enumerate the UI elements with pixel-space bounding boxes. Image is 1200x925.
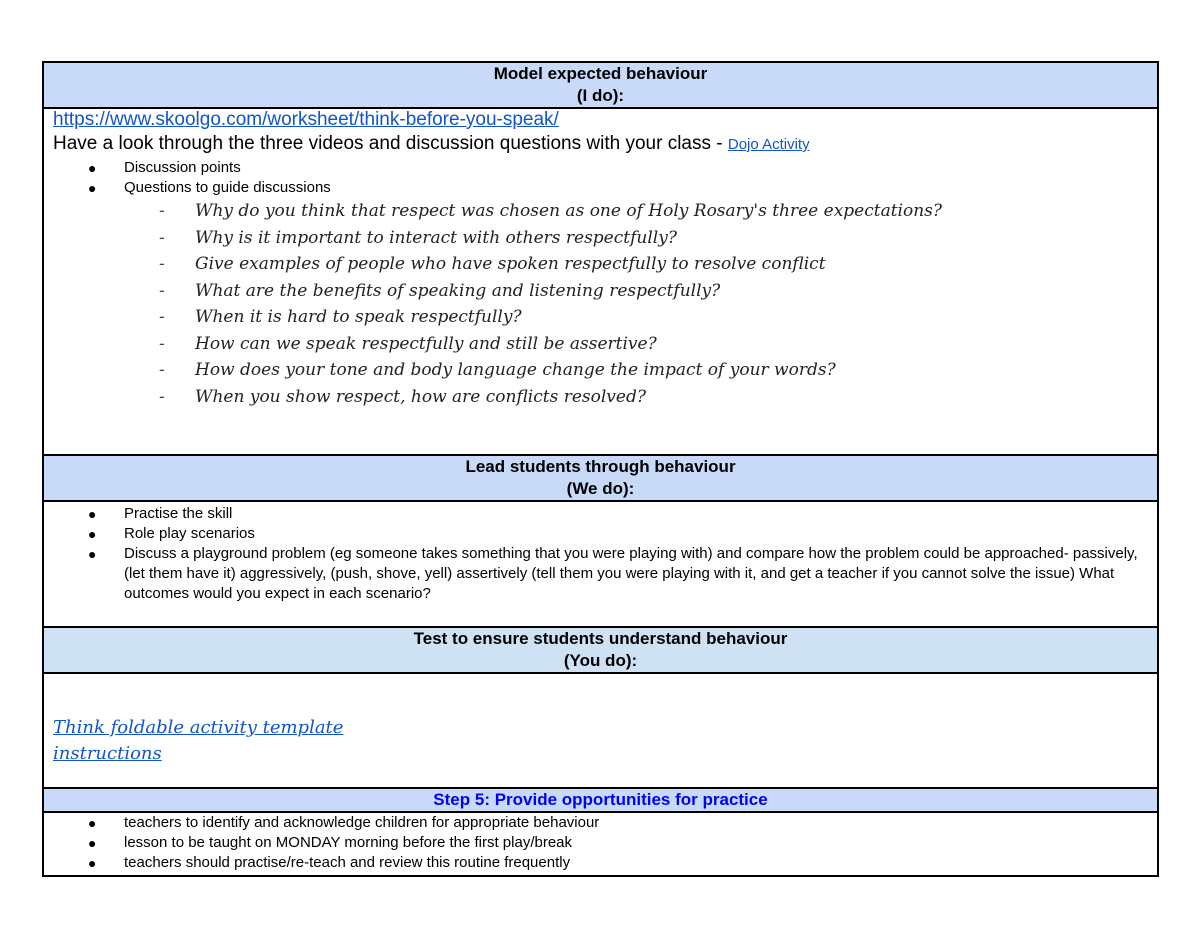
dash-icon: - xyxy=(159,201,165,221)
intro-label: Have a look through the three videos and discussion questions with your class - xyxy=(53,133,728,154)
question-text: How does your tone and body language change the impact of your words? xyxy=(195,360,836,380)
test-header xyxy=(44,628,1157,674)
question-item xyxy=(44,357,1157,384)
question-list xyxy=(44,198,1157,410)
question-item xyxy=(44,225,1157,252)
bullet-text: teachers should practise/re-teach and review this routine frequently xyxy=(124,854,571,871)
dash-icon: - xyxy=(159,227,165,248)
intro-text xyxy=(44,131,1157,158)
bullet-icon: ● xyxy=(88,855,97,871)
model-header xyxy=(44,63,1157,109)
question-item xyxy=(44,198,1157,225)
model-title: Model expected behaviour xyxy=(493,64,708,83)
bullet-text: Practise the skill xyxy=(124,505,233,522)
question-item xyxy=(44,251,1157,278)
list-item xyxy=(44,158,1157,178)
question-item xyxy=(44,278,1157,305)
test-title: Test to ensure students understand behaviour xyxy=(413,629,788,648)
dash-icon: - xyxy=(159,280,165,301)
question-text: When you show respect, how are conflicts resolved? xyxy=(195,386,646,407)
lesson-plan-table xyxy=(42,61,1159,877)
lead-section xyxy=(44,502,1157,628)
list-item xyxy=(44,853,1157,873)
test-section xyxy=(44,674,1157,789)
skoolgo-link[interactable]: https://www.skoolgo.com/worksheet/think-before-you-speak/ xyxy=(53,109,559,130)
question-item xyxy=(44,331,1157,358)
bullet-text: Role play scenarios xyxy=(124,525,255,542)
lead-title: Lead students through behaviour xyxy=(465,457,736,476)
instructions-link[interactable]: instructions xyxy=(53,743,162,764)
dash-icon: - xyxy=(159,307,165,327)
bullet-text: Discussion points xyxy=(124,159,241,176)
dash-icon: - xyxy=(159,254,165,274)
list-item xyxy=(44,504,1157,524)
bullet-icon: ● xyxy=(88,180,97,196)
dash-icon: - xyxy=(159,360,165,380)
list-item xyxy=(44,813,1157,833)
lead-header xyxy=(44,456,1157,502)
lead-bullet-list xyxy=(44,502,1157,604)
question-text: Why is it important to interact with others respectfully? xyxy=(195,227,677,248)
bullet-icon: ● xyxy=(88,835,97,851)
dash-icon: - xyxy=(159,333,165,354)
dash-icon: - xyxy=(159,386,165,407)
question-text: What are the benefits of speaking and listening respectfully? xyxy=(195,280,721,301)
question-text: Why do you think that respect was chosen as one of Holy Rosary's three expectations? xyxy=(195,201,943,221)
step5-section xyxy=(44,813,1157,875)
bullet-icon: ● xyxy=(88,526,97,542)
model-bullet-list xyxy=(44,158,1157,198)
question-item xyxy=(44,384,1157,411)
model-subtitle: (I do): xyxy=(576,86,625,105)
question-item xyxy=(44,304,1157,331)
bullet-icon: ● xyxy=(88,160,97,176)
step5-title: Step 5: Provide opportunities for practice xyxy=(433,790,768,809)
foldable-template-link[interactable]: Think foldable activity template xyxy=(53,717,344,738)
list-item xyxy=(44,544,1157,604)
list-item xyxy=(44,178,1157,198)
bullet-icon: ● xyxy=(88,506,97,522)
model-section xyxy=(44,109,1157,456)
dojo-activity-link[interactable]: Dojo Activity xyxy=(727,136,810,153)
bullet-text: lesson to be taught on MONDAY morning before the first play/break xyxy=(124,834,573,851)
test-subtitle: (You do): xyxy=(563,651,638,670)
step5-header xyxy=(44,789,1157,813)
question-text: How can we speak respectfully and still be assertive? xyxy=(195,333,657,354)
bullet-icon: ● xyxy=(88,546,97,562)
bullet-text: Discuss a playground problem (eg someone takes something that you were playing with) and compare how the problem could be approached- passively, (let them have it) aggressively, (push, shove, yell) assertively (tell them you were playing with it, and get a teacher if you cannot solve the issue) What outcomes would you expect in each scenario? xyxy=(124,545,1138,602)
list-item xyxy=(44,524,1157,544)
question-text: Give examples of people who have spoken respectfully to resolve conflict xyxy=(195,254,826,274)
bullet-text: teachers to identify and acknowledge children for appropriate behaviour xyxy=(124,814,600,831)
lead-subtitle: (We do): xyxy=(566,479,635,498)
list-item xyxy=(44,833,1157,853)
bullet-icon: ● xyxy=(88,815,97,831)
question-text: When it is hard to speak respectfully? xyxy=(195,307,522,327)
bullet-text: Questions to guide discussions xyxy=(124,179,331,196)
step5-bullet-list xyxy=(44,813,1157,873)
